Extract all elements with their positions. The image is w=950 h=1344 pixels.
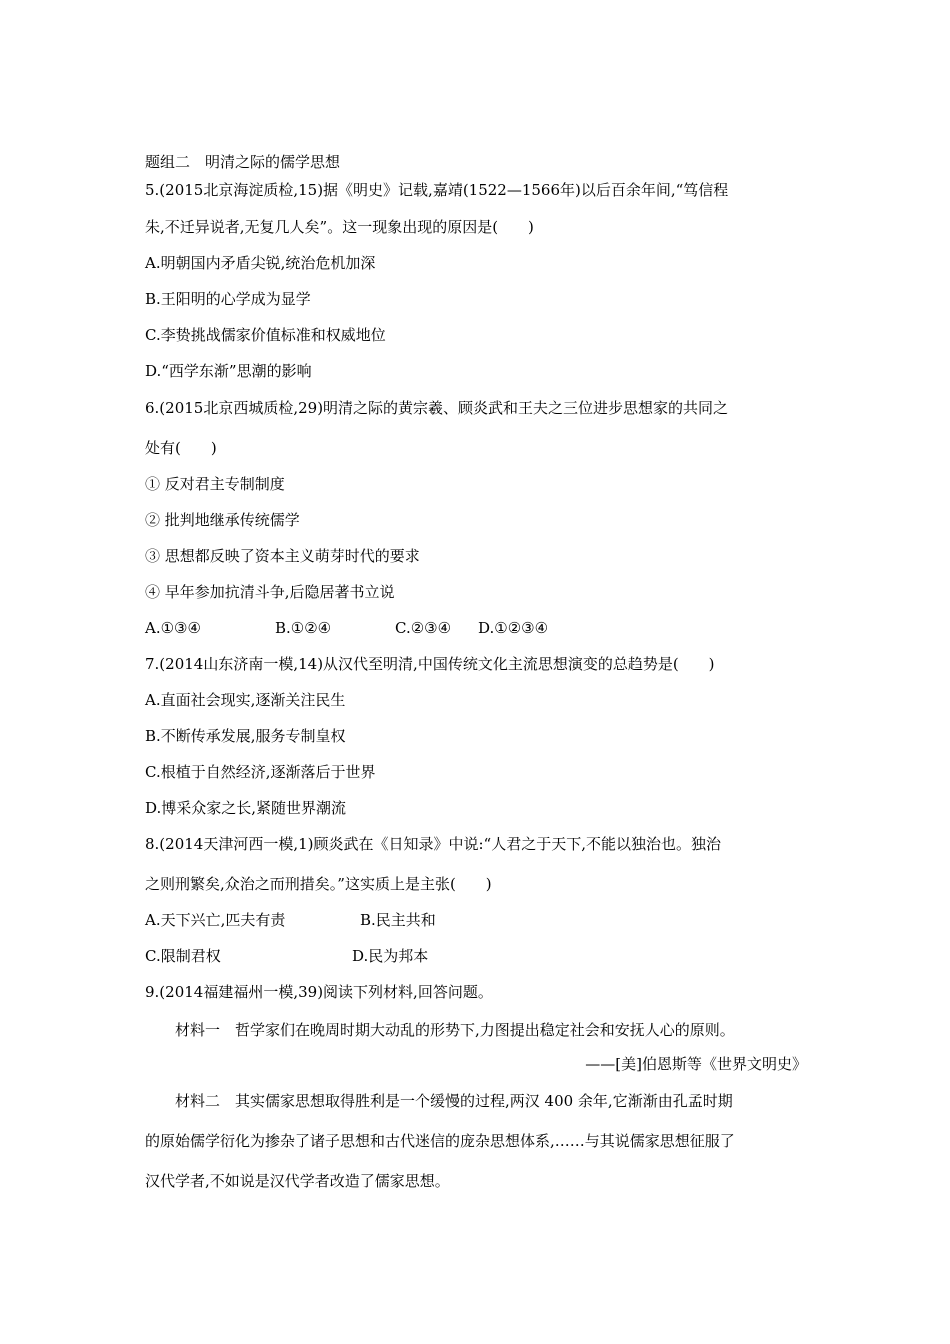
q7-option-c: C.根植于自然经济,逐渐落后于世界 <box>145 763 376 781</box>
q6-item-4: ④ 早年参加抗清斗争,后隐居著书立说 <box>145 583 395 601</box>
q5-option-a: A.明朝国内矛盾尖锐,统治危机加深 <box>145 254 376 272</box>
q5-option-d: D.“西学东渐”思潮的影响 <box>145 362 312 380</box>
q6-option-b: B.①②④ <box>275 619 332 637</box>
q7-stem: 7.(2014山东济南一模,14)从汉代至明清,中国传统文化主流思想演变的总趋势是( ) <box>145 655 715 673</box>
section-title: 题组二 明清之际的儒学思想 <box>145 153 341 171</box>
q8-option-a: A.天下兴亡,匹夫有责 <box>145 911 286 929</box>
q6-option-a: A.①③④ <box>145 619 201 637</box>
q6-item-3: ③ 思想都反映了资本主义萌芽时代的要求 <box>145 547 420 565</box>
q6-item-1: ① 反对君主专制制度 <box>145 475 285 493</box>
q8-option-c: C.限制君权 <box>145 947 221 965</box>
q9-material2-line3: 汉代学者,不如说是汉代学者改造了儒家思想。 <box>145 1172 450 1190</box>
q9-material2-line2: 的原始儒学衍化为掺杂了诸子思想和古代迷信的庞杂思想体系,……与其说儒家思想征服了 <box>145 1132 735 1150</box>
q8-option-b: B.民主共和 <box>360 911 436 929</box>
q6-option-d: D.①②③④ <box>478 619 549 637</box>
q5-option-c: C.李贽挑战儒家价值标准和权威地位 <box>145 326 386 344</box>
q9-material1: 材料一 哲学家们在晚周时期大动乱的形势下,力图提出稳定社会和安抚人心的原则。 <box>175 1021 735 1039</box>
q6-option-c: C.②③④ <box>395 619 452 637</box>
q7-option-d: D.博采众家之长,紧随世界潮流 <box>145 799 347 817</box>
q5-stem-line2: 朱,不迁异说者,无复几人矣”。这一现象出现的原因是( ) <box>145 218 534 236</box>
q8-stem-line2: 之则刑繁矣,众治之而刑措矣。”这实质上是主张( ) <box>145 875 492 893</box>
q8-option-d: D.民为邦本 <box>352 947 429 965</box>
q6-stem-line1: 6.(2015北京西城质检,29)明清之际的黄宗羲、顾炎武和王夫之三位进步思想家的共同之 <box>145 399 729 417</box>
q9-stem: 9.(2014福建福州一模,39)阅读下列材料,回答问题。 <box>145 983 493 1001</box>
q6-stem-line2: 处有( ) <box>145 439 217 457</box>
q5-stem-line1: 5.(2015北京海淀质检,15)据《明史》记载,嘉靖(1522—1566年)以后百余年间,“笃信程 <box>145 181 729 199</box>
q5-option-b: B.王阳明的心学成为显学 <box>145 290 311 308</box>
q9-material2-line1: 材料二 其实儒家思想取得胜利是一个缓慢的过程,两汉 400 余年,它渐渐由孔孟时期 <box>175 1092 733 1110</box>
q7-option-b: B.不断传承发展,服务专制皇权 <box>145 727 346 745</box>
q8-stem-line1: 8.(2014天津河西一模,1)顾炎武在《日知录》中说:“人君之于天下,不能以独治也。独治 <box>145 835 721 853</box>
q7-option-a: A.直面社会现实,逐渐关注民生 <box>145 691 346 709</box>
q6-item-2: ② 批判地继承传统儒学 <box>145 511 300 529</box>
q9-material1-source: ——[美]伯恩斯等《世界文明史》 <box>585 1055 807 1073</box>
